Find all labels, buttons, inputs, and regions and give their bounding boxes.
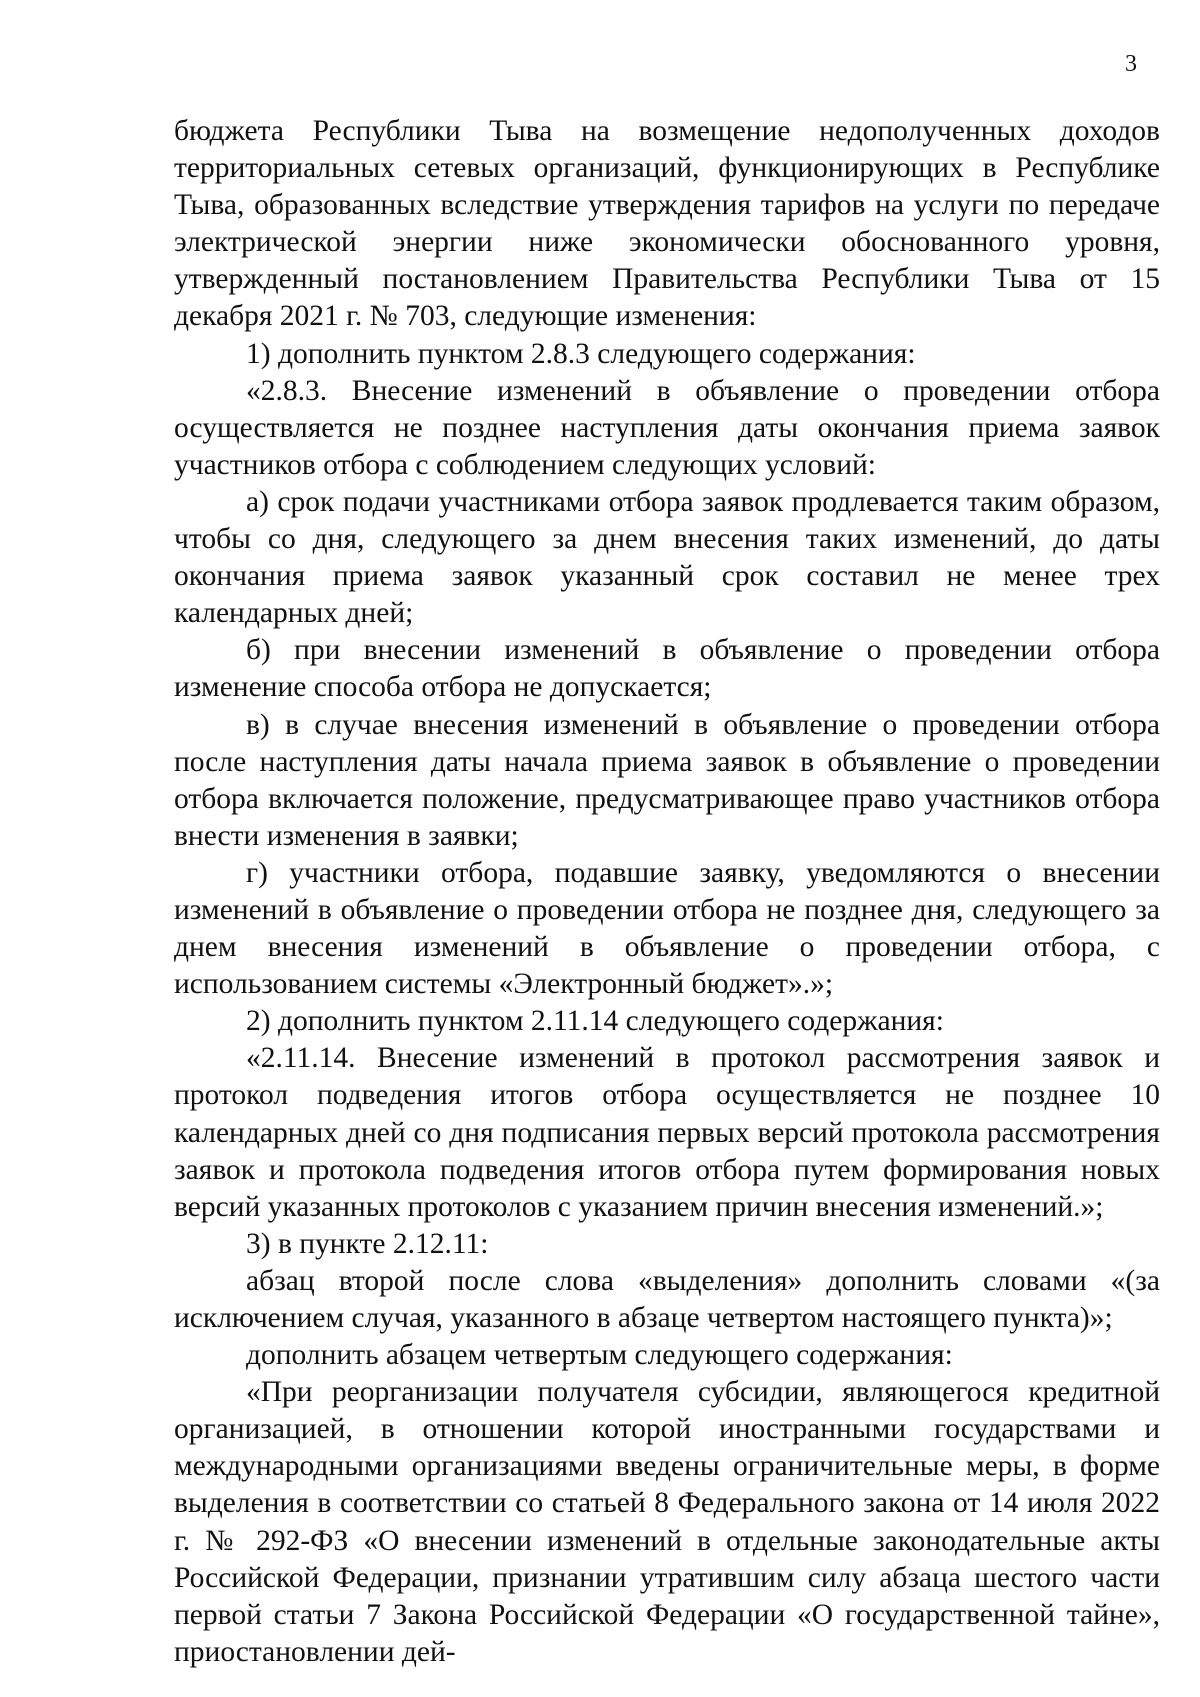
paragraph-item-1: 1) дополнить пунктом 2.8.3 следующего содержания: [246, 337, 916, 370]
paragraph-second-abzac: абзац второй после слова «выделения» дополнить словами «(за исключением случая, указанного в абзаце четвертом настоящего пункта)»; [174, 1264, 1160, 1334]
paragraph-add-fourth-abzac: дополнить абзацем четвертым следующего содержания: [246, 1339, 953, 1372]
paragraph-subitem-g: г) участники отбора, подавшие заявку, уведомляются о внесении изменений в объявление о проведении отбора не позднее дня, следующего за днем внесения изменений в объявление о проведении отбора, с использованием системы «Электронный бюджет».»; [174, 856, 1160, 1001]
paragraph-subitem-v: в) в случае внесения изменений в объявление о проведении отбора после наступления даты начала приема заявок в объявление о проведении отбора включается положение, предусматривающее право участников отбора внести изменения в заявки; [174, 708, 1160, 852]
paragraph-intro: бюджета Республики Тыва на возмещение недополученных доходов территориальных сетевых организаций, функционирующих в Республике Тыва, образованных вследствие утверждения тарифов на услуги по передаче электрической энергии ниже экономически обоснованного уровня, утвержденный постановлением Правительства Республики Тыва от 15 декабря 2021 г. № 703, следующие изменения: [174, 115, 1160, 333]
paragraph-item-3: 3) в пункте 2.12.11: [246, 1227, 489, 1260]
paragraph-subitem-a: а) срок подачи участниками отбора заявок продлевается таким образом, чтобы со дня, следующего за днем внесения таких изменений, до даты окончания приема заявок указанный срок составил не менее трех календарных дней; [174, 485, 1160, 630]
paragraph-clause-2-8-3: «2.8.3. Внесение изменений в объявление о проведении отбора осуществляется не позднее наступления даты окончания приема заявок участников отбора с соблюдением следующих условий: [174, 374, 1160, 481]
paragraph-clause-2-11-14: «2.11.14. Внесение изменений в протокол рассмотрения заявок и протокол подведения итогов отбора осуществляется не позднее 10 календарных дней со дня подписания первых версий протокола рассмотрения заявок и протокола подведения итогов отбора путем формирования новых версий указанных протоколов с указанием причин внесения изменений.»; [174, 1042, 1160, 1223]
paragraph-item-2: 2) дополнить пунктом 2.11.14 следующего содержания: [246, 1005, 944, 1038]
document-body [174, 113, 1160, 1671]
paragraph-reorganization: «При реорганизации получателя субсидии, являющегося кредитной организацией, в отношении которой иностранными государствами и международными организациями введены ограничительные меры, в форме выделения в соответствии со статьей 8 Федерального закона от 14 июля 2022 г. № 292-ФЗ «О внесении изменений в отдельные законодательные акты Российской Федерации, признании утратившим силу абзаца шестого части первой статьи 7 Закона Российской Федерации «О государственной тайне», приостановлении дей- [174, 1376, 1160, 1668]
page-number: 3 [1125, 51, 1137, 77]
paragraph-subitem-b: б) при внесении изменений в объявление о проведении отбора изменение способа отбора не допускается; [174, 634, 1160, 704]
